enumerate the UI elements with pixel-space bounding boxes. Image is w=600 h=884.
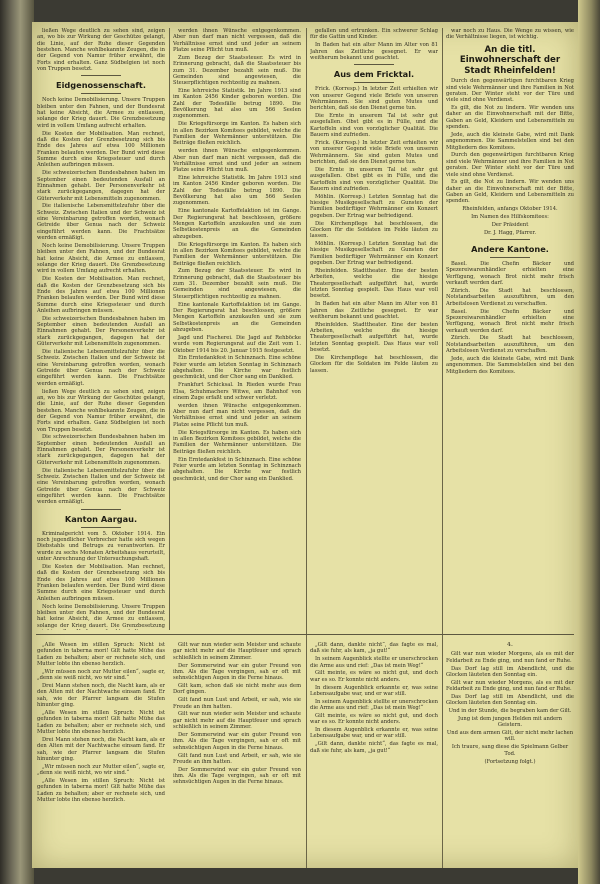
article-paragraph: Ein Erntedankfest in Schinznach. Eine schöne Feier wurde am letzten Sonntag in Schinznach abgehalten. Die Kirche war festlich geschmückt, und der Chor sang ein Danklied. (173, 456, 301, 482)
article-paragraph: war noch zu Haus. Die Wenge zu wissen, wie die Verhältnisse liegen, ist wichtig. (446, 28, 574, 41)
story-paragraph: Gilt meinte, es wäre so nicht gut, und doch war es so. Er konnte nicht anders. (310, 712, 438, 726)
article-paragraph: Noch keine Demobilisierung. Unsere Truppen bleiben unter den Fahnen, und der Bundesrat hat keine Absicht, die Armee zu entlassen, solange der Krieg dauert. Die Grenzbesetzung (37, 603, 165, 629)
story-paragraph: „Gilt dann, dankte nicht“, das fagte es mal, daß sie fuhr, als kam, „ja gut!“ (310, 642, 438, 655)
appeal-signer-title: Der Präsident (491, 221, 529, 228)
poem-line: Jung ist dem jungen Helden mit andern Geistern. (457, 715, 562, 729)
appeal-date: Rheinfelden, anfangs Oktober 1914. (462, 206, 558, 213)
continued-note: (Fortsetzung folgt.) (484, 758, 536, 765)
article-paragraph: Durch den gegenwärtigen furchtbaren Krieg sind viele Wehrmänner und ihre Familien in Not geraten. Der Winter steht vor der Türe und viele sind ohne Verdienst. (446, 78, 574, 104)
story-paragraph: Gilt war nun wieder sein Meister und schaute gar nicht mehr auf die Hauptfeuer und sprach schließlich in seinem Zimmer. (173, 642, 301, 661)
story-paragraph: In diesem Augenblick erkannte er, was seine Lebensaufgabe war, und er war still. (310, 727, 438, 740)
article-paragraph: Die Kriegsfürsorge im Kanton. Es haben sich in allen Bezirken Komitees gebildet, welche die Familien der Wehrmänner unterstützen. Die Beiträge fließen reichlich. (173, 429, 301, 455)
article-paragraph: Eine lehrreiche Statistik. Im Jahre 1913 sind im Kanton 2456 Kinder geboren worden. Die Zahl der Todesfälle betrug 1890. Die Bevölkerung hat also um 566 Seelen zugenommen. (173, 88, 301, 120)
section-heading-kanton-aargau: Kanton Aargau. (64, 513, 138, 524)
section-heading-andere-kantone: Andere Kantone. (471, 244, 549, 255)
article-paragraph: Frankfurt Schicksal. In Rieden wurde Frau Elsa, Schuhmachers Witwe, am Bahnhof von einem Zuge erfaßt und schwer verletzt. (173, 382, 301, 401)
newspaper-page (32, 22, 578, 868)
story-paragraph: Das Dorf lag still im Abendlicht, und die Glocken läuteten den Sonntag ein. (446, 665, 574, 678)
article-paragraph: Die Kriegsfürsorge im Kanton. Es haben sich in allen Bezirken Komitees gebildet, welche die Familien der Wehrmänner unterstützen. Die Beiträge fließen reichlich. (173, 241, 301, 267)
article-paragraph: In Baden hat ein alter Mann im Alter von 81 Jahren das Zeitliche gesegnet. Er war weitherum bekannt und geachtet. (310, 42, 438, 61)
story-paragraph: Drei Mann stehen noch, die Nacht kam, als er den Alten mit der Nachtwache einsam fand. Er sah, wie der Pfarrer langsam die Stufen hinunter ging. (37, 683, 165, 709)
article-paragraph: Jagd und Fischerei. Die Jagd auf Rehböcke wurde vom Regierungsrat auf die Zeit vom 1. Oktober 1914 bis 20. Januar 1915 festgesetzt. (173, 334, 301, 354)
appeal-heading: An die titl. Einwohnerschaft der Stadt Rheinfelden! (459, 44, 561, 76)
article-paragraph: Die Kosten der Mobilisation. Man rechnet, daß die Kosten der Grenzbesetzung sich bis Ende des Jahres auf etwa 100 Millionen Franken belaufen werden. Der Bund wird diese Summe durch eine Kriegssteuer und durch Anleihen aufbringen müssen. (37, 563, 165, 602)
story-paragraph: In seinem Augenblick stellte er unerschrocken die Arme aus und rief: „Das ist mein Weg!“ (310, 656, 438, 669)
column-rule (306, 28, 307, 868)
section-heading-fricktal: Aus dem Fricktal. (333, 69, 415, 80)
feuilleton-rule (36, 634, 574, 635)
feuilleton-column-4 (446, 642, 574, 862)
story-paragraph: Der Sommerwind war ein guter Freund von ihm. Als die Tage vergingen, sah er oft mit sehnsüchtigen Augen in die Ferne hinaus. (173, 766, 301, 786)
book-gutter-edge (578, 0, 600, 884)
article-paragraph: Noch keine Demobilisierung. Unsere Truppen bleiben unter den Fahnen, und der Bundesrat hat keine Absicht, die Armee zu entlassen, solange der Krieg dauert. Die Grenzbesetzung wird in vollem Umfang aufrecht erhalten. (37, 97, 165, 129)
article-paragraph: Ein Erntedankfest in Schinznach. Eine schöne Feier wurde am letzten Sonntag in Schinznach abgehalten. Die Kirche war festlich geschmückt, und der Chor sang ein Danklied. (173, 355, 301, 381)
book-spine-edge (0, 0, 34, 884)
article-paragraph: Noch keine Demobilisierung. Unsere Truppen bleiben unter den Fahnen, und der Bundesrat hat keine Absicht, die Armee zu entlassen, solange der Krieg dauert. Die Grenzbesetzung wird in vollem Umfang aufrecht erhalten. (37, 242, 165, 275)
article-paragraph: Möhlin. (Korresp.) Letzten Sonntag hat die hiesige Musikgesellschaft zu Gunsten der Familien bedürftiger Wehrmänner ein Konzert gegeben. Der Ertrag war befriedigend. (310, 241, 438, 267)
feuilleton-page-number: 4. (507, 642, 513, 648)
column-rule (442, 28, 443, 868)
story-paragraph: „Gilt dann, dankte nicht“, das fagte es mal, daß sie fuhr, als kam, „ja gut!“ (310, 741, 438, 754)
story-paragraph: Gilt kam, schon daß sie nicht mehr aus dem Dorf gingen. (173, 683, 301, 696)
article-paragraph: Frick. (Korresp.) In letzter Zeit erhielten wir von unserer Gegend viele Briefe von unseren Wehrmännern. Sie sind guten Mutes und berichten, daß sie den Dienst gerne tun. (310, 86, 438, 112)
article-paragraph: Durch den gegenwärtigen furchtbaren Krieg sind viele Wehrmänner und ihre Familien in Not geraten. Der Winter steht vor der Türe und viele sind ohne Verdienst. (446, 152, 574, 178)
story-paragraph: In seinem Augenblick stellte er unerschrocken die Arme aus und rief: „Das ist mein Weg!“ (310, 698, 438, 712)
feuilleton-column-2 (173, 642, 301, 862)
section-divider (81, 509, 121, 510)
article-paragraph: Möhlin. (Korresp.) Letzten Sonntag hat die hiesige Musikgesellschaft zu Gunsten der Familien bedürftiger Wehrmänner ein Konzert gegeben. Der Ertrag war befriedigend. (310, 193, 438, 219)
column-rule (169, 28, 170, 630)
column-2 (173, 28, 301, 630)
column-4 (446, 28, 574, 630)
article-paragraph: Basel. Die Chefin Bäcker und Spezereiwarenhändler erhielten eine Verfügung, wonach Brot nicht mehr frisch verkauft werden darf. (446, 261, 574, 287)
article-paragraph: werden ihnen Wünsche entgegenkommen. Aber nun darf man nicht vergessen, daß die Verhältnisse ernst sind und jeder an seinem Platze seine Pflicht tun muß. (173, 402, 301, 428)
story-paragraph: Gilt war nun wieder Morgens, als es mit der Feldarbeit zu Ende ging, und nun fand er Ruhe. (446, 651, 574, 664)
story-paragraph: „Alle Wesen im stillen Spruch: Nicht ist gefunden in taberna mori! Gilt hatte Mühe das Laden zu behalten; aber er rechnete sich, und Mutter lobte ihn ebenso herzlich. (37, 777, 165, 803)
appeal-signer-name: Dr. J. Hagg, Pfarrer. (484, 229, 536, 236)
section-divider (354, 82, 394, 83)
section-divider (81, 75, 121, 76)
article-paragraph: Zürich. Die Stadt hat beschlossen, Notstandsarbeiten auszuführen, um den Arbeitslosen Verdienst zu verschaffen. (446, 335, 574, 355)
article-paragraph: Die schweizerischen Bundesbahnen haben im September einen bedeutenden Ausfall an Einnahmen gehabt. Der Personenverkehr ist stark zurückgegangen, dagegen hat der Güterverkehr mit Lebensmitteln zugenommen. (37, 315, 165, 348)
story-paragraph: Der Sommerwind war ein guter Freund von ihm. Als die Tage vergingen, sah er oft mit sehnsüchtigen Augen in die Ferne hinaus. (173, 662, 301, 682)
article-paragraph: Zum Bezug der Staatssteuer. Es wird in Erinnerung gebracht, daß die Staatssteuer bis zum 31. Dezember bezahlt sein muß. Die Gemeinden sind angewiesen, die Steuerpflichtigen rechtzeitig zu mahnen. (173, 268, 301, 300)
poem-line: Ich traure, sang diese die Spielmann Gelber Tod. (451, 744, 569, 757)
story-paragraph: „Alle Wesen im stillen Spruch: Nicht ist gefunden in taberna mori! Gilt hatte Mühe das Laden zu behalten; aber er rechnete sich, und Mutter lobte ihn ebenso herzlich. (37, 709, 165, 735)
article-paragraph: Jede, auch die kleinste Gabe, wird mit Dank angenommen. Die Sammelstellen sind bei den Mitgliedern des Komitees. (446, 355, 574, 375)
article-paragraph: Es gilt, die Not zu lindern. Wir wenden uns daher an die Einwohnerschaft mit der Bitte, Gaben an Geld, Kleidern und Lebensmitteln zu spenden. (446, 105, 574, 131)
story-paragraph: „Wir müssen noch zur Mutter eilen“, sagte er, „denn sie weiß nicht, wo wir sind.“ (37, 763, 165, 777)
section-divider (81, 527, 121, 528)
article-paragraph: Eine kantonale Kartoffelaktion ist im Gange. Der Regierungsrat hat beschlossen, größere Mengen Kartoffeln anzukaufen und sie zum Selbstkostenpreis an die Gemeinden abzugeben. (173, 208, 301, 240)
article-paragraph: Frick. (Korresp.) In letzter Zeit erhielten wir von unserer Gegend viele Briefe von unseren Wehrmännern. Sie sind guten Mutes und berichten, daß sie den Dienst gerne tun. (310, 139, 438, 165)
section-heading-eidgenossenschaft: Eidgenossenschaft. (56, 80, 146, 91)
article-paragraph: Rheinfelden. Stadttheater. Eine der besten Arbeiten, welche die hiesige Theatergesellschaft aufgeführt hat, wurde letzten Sonntag gespielt. Das Haus war voll besetzt. (310, 268, 438, 300)
article-paragraph: Die Kosten der Mobilisation. Man rechnet, daß die Kosten der Grenzbesetzung sich bis Ende des Jahres auf etwa 100 Millionen Franken belaufen werden. Der Bund wird diese Summe durch eine Kriegssteuer und durch Anleihen aufbringen müssen. (37, 276, 165, 314)
story-paragraph: Gilt fand nun Lust und Arbeit, er sah, wie sie Freude an ihm hatten. (173, 697, 301, 710)
article-paragraph: Die italienische Lebensmittelzufuhr über die Schweiz. Zwischen Italien und der Schweiz ist eine Vereinbarung getroffen worden, wonach Getreide über Genua nach der Schweiz eingeführt werden kann. Die Frachtsätze werden ermäßigt. (37, 203, 165, 242)
feuilleton-column-3 (310, 642, 438, 862)
article-paragraph: Jede, auch die kleinste Gabe, wird mit Dank angenommen. Die Sammelstellen sind bei den Mitgliedern des Komitees. (446, 131, 574, 151)
article-paragraph: Kriminalgericht vom 5. Oktober 1914. Ein noch jugendlicher Verbrecher hatte sich wegen Diebstahls und Betrugs zu verantworten. Er wurde zu sechs Monaten Arbeitshaus verurteilt, unter Anrechnung der Untersuchungshaft. (37, 530, 165, 563)
column-3 (310, 28, 438, 630)
article-paragraph: Die Ernte in unserem Tal ist sehr gut ausgefallen. Obst gibt es in Fülle, und die Kartoffeln sind von vorzüglicher Qualität. Die Bauern sind zufrieden. (310, 166, 438, 192)
story-paragraph: „Wir müssen noch zur Mutter eilen“, sagte er, „denn sie weiß nicht, wo wir sind.“ (37, 668, 165, 682)
article-paragraph: Eine lehrreiche Statistik. Im Jahre 1913 sind im Kanton 2456 Kinder geboren worden. Die Zahl der Todesfälle betrug 1890. Die Bevölkerung hat also um 566 Seelen zugenommen. (173, 175, 301, 207)
article-paragraph: Die Kirchenpflege hat beschlossen, die Glocken für die Soldaten im Felde läuten zu lassen. (310, 220, 438, 240)
article-paragraph: Basel. Die Chefin Bäcker und Spezereiwarenhändler erhielten eine Verfügung, wonach Brot nicht mehr frisch verkauft werden darf. (446, 308, 574, 334)
article-paragraph: ließen Wege deutlich zu sehen sind, zeigen an, wo bis zur Wirkung der Geschütze gelangt, die Linie, auf der Ruhe dieser Gegenden bestehen. Manche wohlbekannte Zeugen, die in der Gegend von Namur früher erwähnt, die Forts sind erhalten. Ganz Südbelgien ist noch von Truppen besetzt. (37, 28, 165, 73)
article-paragraph: In Baden hat ein alter Mann im Alter von 81 Jahren das Zeitliche gesegnet. Er war weitherum bekannt und geachtet. (310, 301, 438, 320)
article-paragraph: Zum Bezug der Staatssteuer. Es wird in Erinnerung gebracht, daß die Staatssteuer bis zum 31. Dezember bezahlt sein muß. Die Gemeinden sind angewiesen, die Steuerpflichtigen rechtzeitig zu mahnen. (173, 54, 301, 87)
story-paragraph: Das Dorf lag still im Abendlicht, und die Glocken läuteten den Sonntag ein. (446, 693, 574, 707)
story-paragraph: „Alle Wesen im stillen Spruch: Nicht ist gefunden in taberna mori! Gilt hatte Mühe das Laden zu behalten; aber er rechnete sich, und Mutter lobte ihn ebenso herzlich. (37, 642, 165, 668)
story-paragraph: Gilt meinte, es wäre so nicht gut, und doch war es so. Er konnte nicht anders. (310, 670, 438, 683)
article-paragraph: Die italienische Lebensmittelzufuhr über die Schweiz. Zwischen Italien und der Schweiz ist eine Vereinbarung getroffen worden, wonach Getreide über Genua nach der Schweiz eingeführt werden kann. Die Frachtsätze werden ermäßigt. (37, 348, 165, 387)
article-paragraph: Es gilt, die Not zu lindern. Wir wenden uns daher an die Einwohnerschaft mit der Bitte, Gaben an Geld, Kleidern und Lebensmitteln zu spenden. (446, 179, 574, 205)
article-paragraph: Die schweizerischen Bundesbahnen haben im September einen bedeutenden Ausfall an Einnahmen gehabt. Der Personenverkehr ist stark zurückgegangen, dagegen hat der Güterverkehr mit Lebensmitteln zugenommen. (37, 170, 165, 202)
article-paragraph: Die Kosten der Mobilisation. Man rechnet, daß die Kosten der Grenzbesetzung sich bis Ende des Jahres auf etwa 100 Millionen Franken belaufen werden. Der Bund wird diese Summe durch eine Kriegssteuer und durch Anleihen aufbringen müssen. (37, 130, 165, 169)
column-1 (37, 28, 165, 630)
story-paragraph: Gilt war nun wieder sein Meister und schaute gar nicht mehr auf die Hauptfeuer und sprach schließlich in seinem Zimmer. (173, 711, 301, 731)
article-paragraph: Rheinfelden. Stadttheater. Eine der besten Arbeiten, welche die hiesige Theatergesellschaft aufgeführt hat, wurde letzten Sonntag gespielt. Das Haus war voll besetzt. (310, 321, 438, 354)
article-paragraph: werden ihnen Wünsche entgegenkommen. Aber nun darf man nicht vergessen, daß die Verhältnisse ernst sind und jeder an seinem Platze seine Pflicht tun muß. (173, 148, 301, 174)
article-paragraph: werden ihnen Wünsche entgegenkommen. Aber nun darf man nicht vergessen, daß die Verhältnisse ernst sind und jeder an seinem Platze seine Pflicht tun muß. (173, 28, 301, 54)
article-paragraph: Die italienische Lebensmittelzufuhr über die Schweiz. Zwischen Italien und der Schweiz ist eine Vereinbarung getroffen worden, wonach Getreide über Genua nach der Schweiz eingeführt werden kann. Die Frachtsätze werden ermäßigt. (37, 467, 165, 506)
section-divider (354, 64, 394, 65)
story-paragraph: In diesem Augenblick erkannte er, was seine Lebensaufgabe war, und er war still. (310, 684, 438, 697)
article-paragraph: Die Ernte in unserem Tal ist sehr gut ausgefallen. Obst gibt es in Fülle, und die Kartoffeln sind von vorzüglicher Qualität. Die Bauern sind zufrieden. (310, 113, 438, 139)
section-divider (490, 239, 530, 240)
article-paragraph: Die Kirchenpflege hat beschlossen, die Glocken für die Soldaten im Felde läuten zu lassen. (310, 354, 438, 374)
article-paragraph: Zürich. Die Stadt hat beschlossen, Notstandsarbeiten auszuführen, um den Arbeitslosen Verdienst zu verschaffen. (446, 287, 574, 307)
feuilleton-column-1 (37, 642, 165, 862)
article-paragraph: Die Kriegsfürsorge im Kanton. Es haben sich in allen Bezirken Komitees gebildet, welche die Familien der Wehrmänner unterstützen. Die Beiträge fließen reichlich. (173, 121, 301, 147)
poem-line: Und in der Stunde, die begraben kam der Gilt. (448, 708, 572, 715)
section-divider (81, 93, 121, 94)
section-divider (490, 257, 530, 258)
story-paragraph: Gilt war nun wieder Morgens, als es mit der Feldarbeit zu Ende ging, und nun fand er Ruhe. (446, 679, 574, 693)
article-paragraph: gefallen und ertrunken. Ein schwerer Schlag für die Gattin und Kinder. (310, 28, 438, 41)
article-paragraph: Eine kantonale Kartoffelaktion ist im Gange. Der Regierungsrat hat beschlossen, größere Mengen Kartoffeln anzukaufen und sie zum Selbstkostenpreis an die Gemeinden abzugeben. (173, 301, 301, 333)
story-paragraph: Der Sommerwind war ein guter Freund von ihm. Als die Tage vergingen, sah er oft mit sehnsüchtigen Augen in die Ferne hinaus. (173, 731, 301, 751)
story-paragraph: Drei Mann stehen noch, die Nacht kam, als er den Alten mit der Nachtwache einsam fand. Er sah, wie der Pfarrer langsam die Stufen hinunter ging. (37, 736, 165, 762)
appeal-committee: Im Namen des Hilfskomitees: (471, 214, 549, 221)
article-paragraph: ließen Wege deutlich zu sehen sind, zeigen an, wo bis zur Wirkung der Geschütze gelangt, die Linie, auf der Ruhe dieser Gegenden bestehen. Manche wohlbekannte Zeugen, die in der Gegend von Namur früher erwähnt, die Forts sind erhalten. Ganz Südbelgien ist noch von Truppen besetzt. (37, 388, 165, 433)
poem-line: Und aus dem armen Gilt, der nicht mehr lachen will. (446, 730, 574, 743)
story-paragraph: Gilt fand nun Lust und Arbeit, er sah, wie sie Freude an ihm hatten. (173, 752, 301, 765)
article-paragraph: Die schweizerischen Bundesbahnen haben im September einen bedeutenden Ausfall an Einnahmen gehabt. Der Personenverkehr ist stark zurückgegangen, dagegen hat der Güterverkehr mit Lebensmitteln zugenommen. (37, 434, 165, 466)
